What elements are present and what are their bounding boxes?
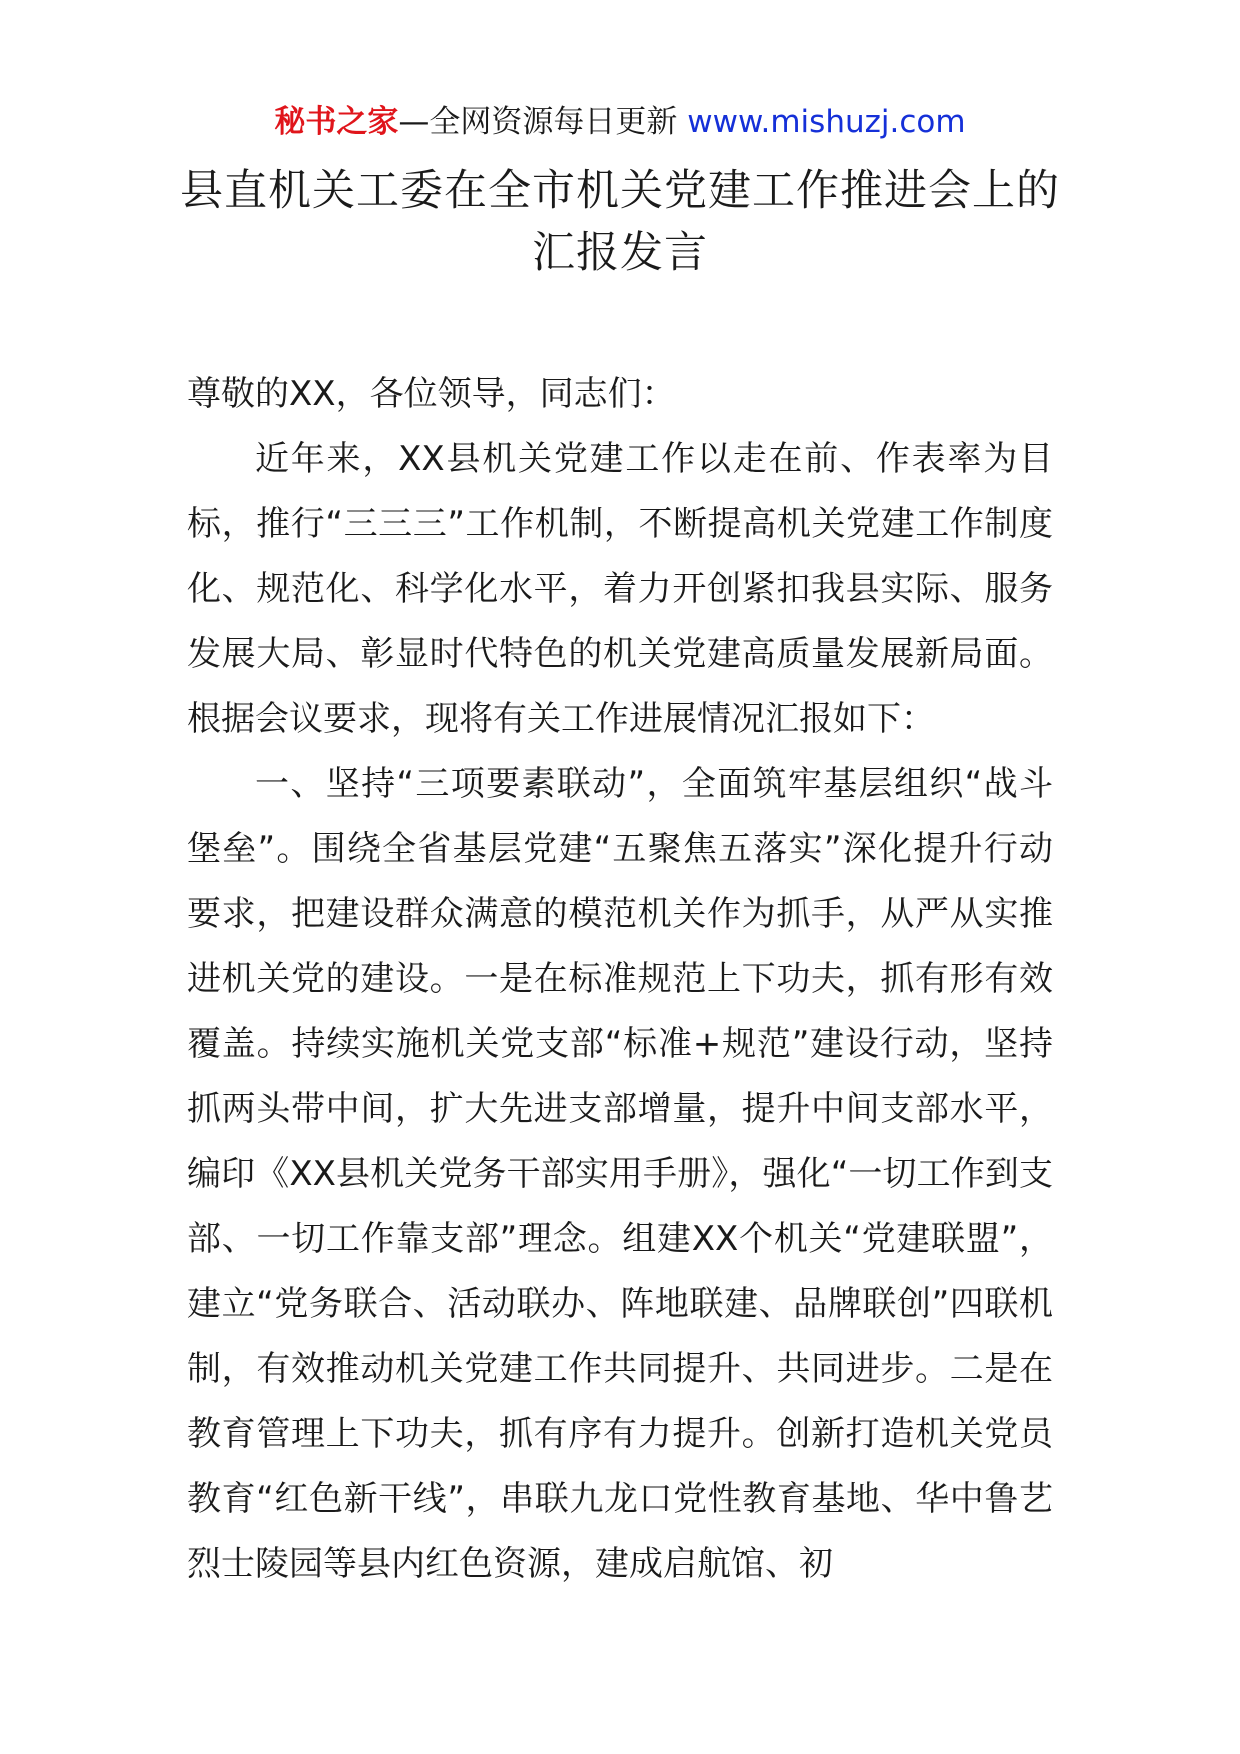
salutation: 尊敬的XX，各位领导，同志们：	[187, 374, 676, 414]
paragraph-section-one: 一、坚持“三项要素联动”，全面筑牢基层组织“战斗堡垒”。围绕全省基层党建“五聚焦五落实”深化提升行动要求，把建设群众满意的模范机关作为抓手，从严从实推进机关党的建设。一是在标准规范上下功夫，抓有形有效覆盖。持续实施机关党支部“标准+规范”建设行动，坚持抓两头带中间，扩大先进支部增量，提升中间支部水平，编印《XX县机关党务干部实用手册》，强化“一切工作到支部、一切工作靠支部”理念。组建XX个机关“党建联盟”，建立“党务联合、活动联办、阵地联建、品牌联创”四联机制，有效推动机关党建工作共同提升、共同进步。二是在教育管理上下功夫，抓有序有力提升。创新打造机关党员教育“红色新干线”，串联九龙口党性教育基地、华中鲁艺烈士陵园等县内红色资源，建成启航馆、初	[187, 764, 1053, 1584]
paragraph-intro: 近年来，XX县机关党建工作以走在前、作表率为目标，推行“三三三”工作机制，不断提高机关党建工作制度化、规范化、科学化水平，着力开创紧扣我县实际、服务发展大局、彰显时代特色的机关党建高质量发展新局面。根据会议要求，现将有关工作进展情况汇报如下：	[187, 439, 1053, 739]
title-line-2: 汇报发言	[532, 228, 708, 278]
watermark-header	[0, 100, 1240, 144]
document-body	[187, 362, 1053, 1597]
site-url[interactable]: www.mishuzj.com	[687, 104, 966, 140]
header-tagline: —全网资源每日更新	[398, 104, 678, 140]
title-line-1: 县直机关工委在全市机关党建工作推进会上的	[180, 166, 1060, 216]
brand-name: 秘书之家	[274, 104, 399, 140]
document-title	[0, 160, 1240, 284]
